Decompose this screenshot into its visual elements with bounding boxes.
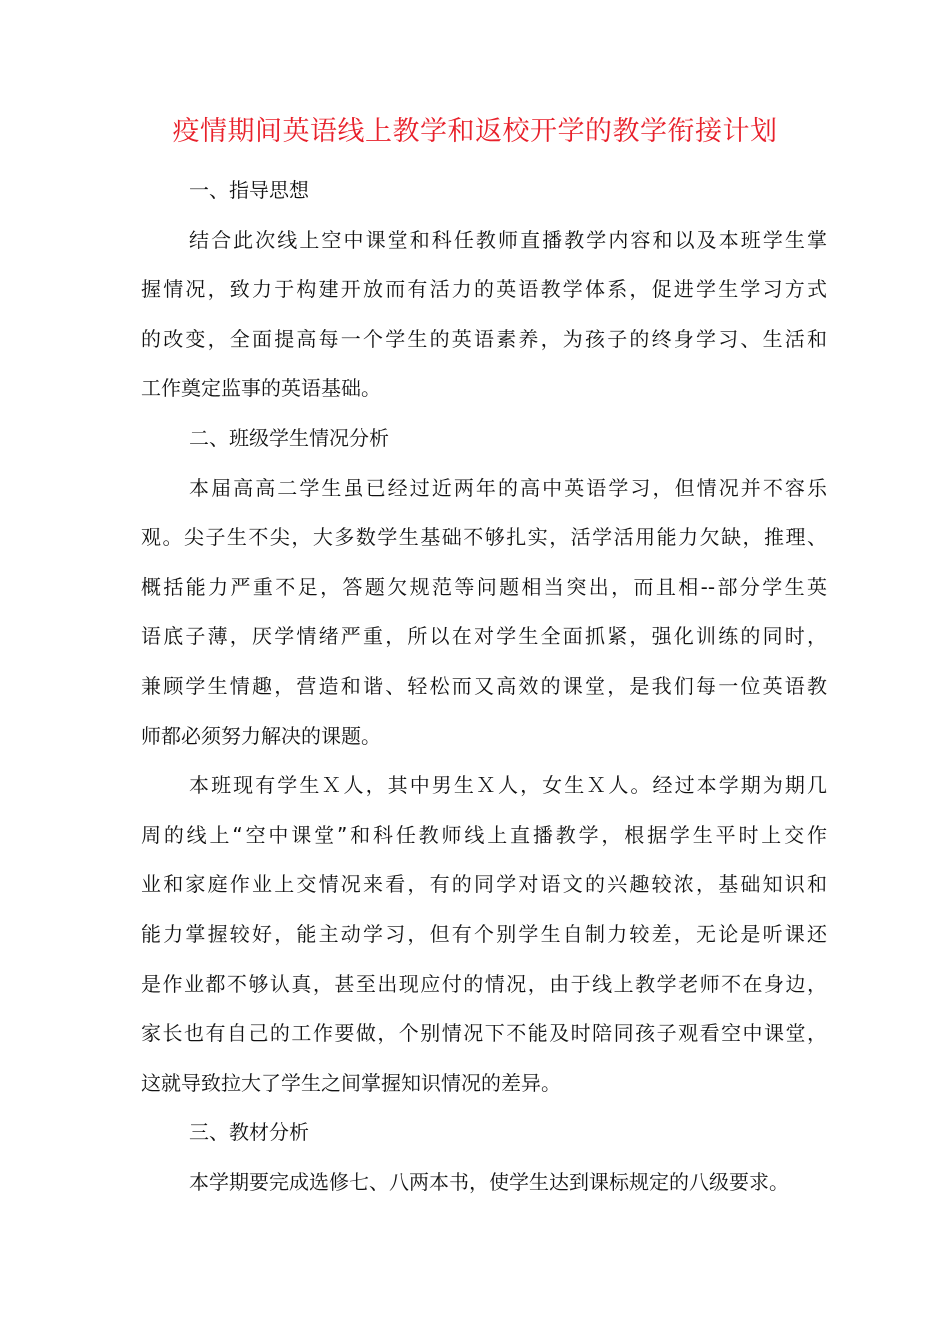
- document-title: 疫情期间英语线上教学和返校开学的教学衔接计划: [172, 116, 778, 147]
- paragraph-line: 结合此次线上空中课堂和科任教师直播教学内容和以及本班学生掌: [189, 227, 827, 252]
- paragraph-line: 师都必须努力解决的课题。: [141, 723, 381, 748]
- section-heading-textbook-analysis: 三、教材分析: [189, 1120, 309, 1145]
- paragraph-line: 概括能力严重不足，答题欠规范等问题相当突出，而且相--部分学生英: [141, 574, 827, 599]
- paragraph-line: 家长也有自己的工作要做，个别情况下不能及时陪同孩子观看空中课堂，: [141, 1021, 827, 1046]
- paragraph-line: 本学期要完成选修七、八两本书，使学生达到课标规定的八级要求。: [189, 1169, 789, 1194]
- paragraph-line: 的改变，全面提高每一个学生的英语素养，为孩子的终身学习、生活和: [141, 326, 827, 351]
- paragraph-line: 握情况，致力于构建开放而有活力的英语教学体系，促进学生学习方式: [141, 277, 827, 302]
- paragraph-line: 能力掌握较好，能主动学习，但有个别学生自制力较差，无论是听课还: [141, 921, 827, 946]
- paragraph-line: 是作业都不够认真，甚至出现应付的情况，由于线上教学老师不在身边，: [141, 971, 827, 996]
- paragraph-line: 语底子薄，厌学情绪严重，所以在对学生全面抓紧，强化训练的同时，: [141, 624, 827, 649]
- paragraph-line: 业和家庭作业上交情况来看，有的同学对语文的兴趣较浓，基础知识和: [141, 872, 827, 897]
- section-heading-guiding-ideology: 一、指导思想: [189, 178, 309, 202]
- paragraph-guiding-ideology: [141, 216, 827, 414]
- paragraph-textbook-analysis: [141, 1158, 827, 1208]
- paragraph-class-analysis-1: [141, 464, 827, 762]
- paragraph-line: 这就导致拉大了学生之间掌握知识情况的差异。: [141, 1070, 561, 1095]
- paragraph-line: 周的线上“空中课堂”和科任教师线上直播教学，根据学生平时上交作: [141, 822, 827, 847]
- paragraph-line: 观。尖子生不尖，大多数学生基础不够扎实，活学活用能力欠缺，推理、: [141, 525, 827, 550]
- paragraph-class-analysis-2: [141, 761, 827, 1108]
- section-heading-class-analysis: 二、班级学生情况分析: [189, 425, 389, 450]
- document-body: [141, 166, 827, 1207]
- paragraph-line: 工作奠定监事的英语基础。: [141, 376, 381, 401]
- paragraph-line: 本班现有学生Ｘ人，其中男生Ｘ人，女生Ｘ人。经过本学期为期几: [189, 773, 827, 798]
- paragraph-line: 兼顾学生情趣，营造和谐、轻松而又高效的课堂，是我们每一位英语教: [141, 673, 827, 698]
- paragraph-line: 本届高高二学生虽已经过近两年的高中英语学习，但情况并不容乐: [189, 475, 827, 500]
